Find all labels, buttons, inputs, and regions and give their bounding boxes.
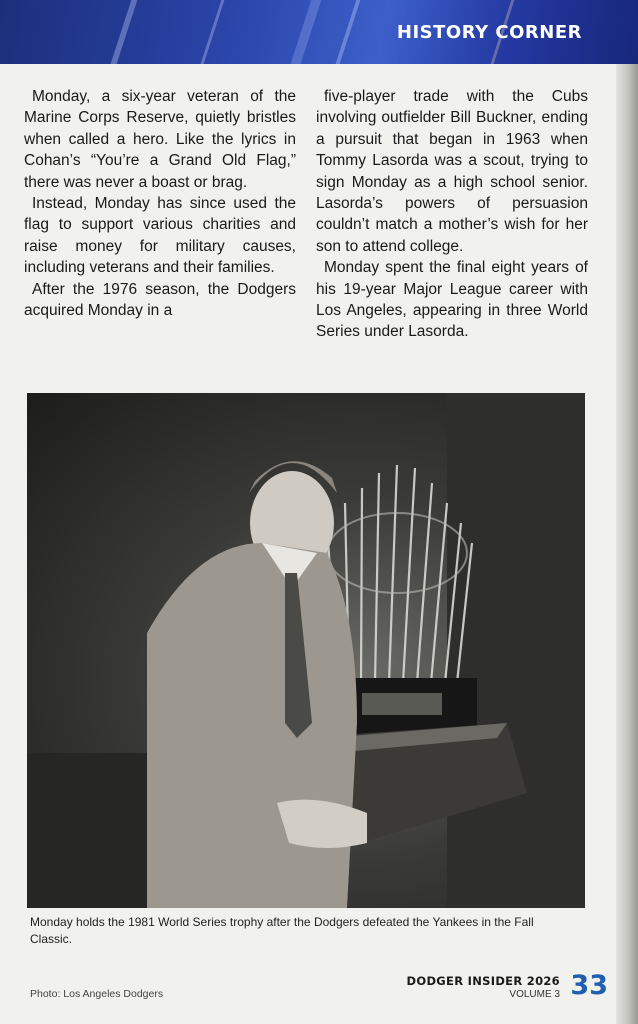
article-column-2 (316, 86, 588, 343)
magazine-name: DODGER INSIDER 2026 (406, 974, 560, 988)
article-body (24, 86, 588, 343)
photo-illustration (27, 393, 585, 908)
photo-credit: Photo: Los Angeles Dodgers (30, 988, 164, 1000)
volume-label: VOLUME 3 (509, 989, 560, 1000)
paragraph: five-player trade with the Cubs involving outfielder Bill Buckner, ending a pursuit that began in 1963 when Tommy Lasorda was a scout, trying to sign Monday as a high school senior. Lasorda’s powers of persuasion couldn’t match a mother’s wish for her son to attend college. (316, 88, 588, 255)
header-banner (0, 0, 638, 64)
photo-caption: Monday holds the 1981 World Series trophy after the Dodgers defeated the Yankees in the Fall Classic. (30, 915, 534, 946)
article-column-1 (24, 86, 296, 343)
paragraph: After the 1976 season, the Dodgers acquired Monday in a (24, 280, 296, 320)
magazine-footer (407, 974, 560, 1000)
section-title: HISTORY CORNER (396, 22, 582, 43)
paragraph: Instead, Monday has since used the flag to support various charities and raise money for military causes, including veterans and their families. (24, 195, 296, 277)
paragraph: Monday, a six-year veteran of the Marine Corps Reserve, quietly bristles when called a hero. Like the lyrics in Cohan’s “You’re a Grand Old Flag,” there was never a boast or brag. (24, 88, 296, 191)
page-number: 33 (570, 970, 608, 1001)
page-gutter (616, 64, 638, 1024)
trophy-photo (27, 393, 585, 908)
paragraph: Monday spent the final eight years of his 19-year Major League career with Los Angeles, appearing in three World Series under Lasorda. (316, 259, 588, 341)
